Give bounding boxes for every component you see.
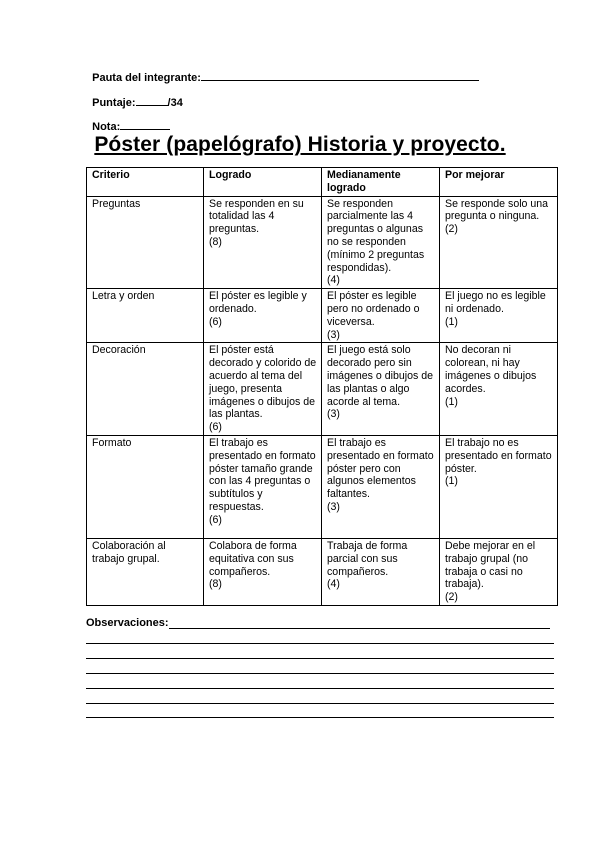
table-row: [87, 435, 558, 538]
observations-line[interactable]: [86, 643, 554, 644]
cell-points: (3): [327, 408, 340, 421]
cell-text: El trabajo no es presentado en formato póster.: [445, 436, 552, 475]
cell-points: (3): [327, 328, 340, 341]
cell-text: El póster es legible pero no ordenado o viceversa.: [327, 290, 420, 328]
cell-points: (3): [327, 500, 340, 513]
cell-points: (4): [327, 578, 340, 591]
observations-line[interactable]: [86, 658, 554, 659]
grade-field: [86, 107, 170, 133]
column-header: Logrado: [204, 168, 322, 197]
score-total: /34: [167, 97, 183, 109]
achieved-cell: [204, 289, 322, 343]
achieved-cell: [204, 343, 322, 436]
criterion-cell: Letra y orden: [87, 289, 204, 343]
table-row: [87, 289, 558, 343]
cell-text: Trabaja de forma parcial con sus compañeros.: [327, 539, 408, 578]
cell-points: (1): [445, 475, 458, 488]
table-header-row: [87, 168, 558, 197]
improve-cell: [440, 196, 558, 289]
cell-points: (8): [209, 578, 222, 591]
member-input-line[interactable]: [201, 70, 479, 81]
cell-points: (2): [445, 591, 458, 604]
column-header: Medianamente logrado: [322, 168, 440, 197]
observations-input-line[interactable]: [169, 628, 550, 629]
cell-text: Se responden en su totalidad las 4 preguntas.: [209, 197, 304, 236]
cell-text: El trabajo es presentado en formato póster tamaño grande con las 4 preguntas o subtítulos y respuestas.: [209, 436, 316, 513]
cell-points: (6): [209, 513, 222, 526]
observations-line[interactable]: [86, 717, 554, 718]
criterion-cell: Decoración: [87, 343, 204, 436]
cell-text: Debe mejorar en el trabajo grupal (no trabaja o casi no trabaja).: [445, 539, 536, 591]
cell-text: Se responden parcialmente las 4 preguntas o algunas no se responden (mínimo 2 preguntas respondidas).: [327, 197, 425, 274]
partial-cell: [322, 196, 440, 289]
cell-text: El póster está decorado y colorido de acuerdo al tema del juego, presenta imágenes o dibujos de las plantas.: [209, 344, 317, 421]
cell-points: (1): [445, 315, 458, 328]
observations-line[interactable]: [86, 688, 554, 689]
cell-text: Se responde solo una pregunta o ninguna.: [445, 197, 549, 223]
partial-cell: [322, 343, 440, 436]
achieved-cell: [204, 196, 322, 289]
rubric-table: [86, 167, 558, 606]
criterion-cell: Preguntas: [87, 196, 204, 289]
score-label: Puntaje:: [92, 97, 136, 109]
cell-text: El juego está solo decorado pero sin imágenes o dibujos de las plantas o algo acorde al tema.: [327, 344, 434, 408]
achieved-cell: [204, 538, 322, 605]
improve-cell: [440, 343, 558, 436]
score-input-line[interactable]: [136, 95, 168, 106]
cell-text: El juego no es legible ni ordenado.: [445, 290, 546, 315]
criterion-cell: Formato: [87, 435, 204, 538]
cell-text: No decoran ni colorean, ni hay imágenes o dibujos acordes.: [445, 344, 537, 395]
member-field: [86, 58, 479, 84]
cell-points: (6): [209, 421, 222, 434]
table-row: [87, 343, 558, 436]
observations-line[interactable]: [86, 703, 554, 704]
partial-cell: [322, 435, 440, 538]
score-field: [86, 83, 183, 109]
improve-cell: [440, 538, 558, 605]
table-row: [87, 196, 558, 289]
table-row: [87, 538, 558, 605]
page-title: Póster (papelógrafo) Historia y proyecto.: [94, 133, 506, 156]
cell-text: El póster es legible y ordenado.: [209, 290, 307, 315]
observations-line[interactable]: [86, 673, 554, 674]
partial-cell: [322, 538, 440, 605]
improve-cell: [440, 435, 558, 538]
cell-points: (4): [327, 274, 340, 287]
cell-points: (1): [445, 395, 458, 408]
improve-cell: [440, 289, 558, 343]
cell-points: (8): [209, 235, 222, 248]
column-header: Criterio: [87, 168, 204, 197]
cell-text: Colabora de forma equitativa con sus compañeros.: [209, 539, 297, 578]
observations-label: Observaciones:: [86, 617, 169, 629]
grade-input-line[interactable]: [120, 119, 170, 130]
member-label: Pauta del integrante:: [92, 72, 201, 84]
column-header: Por mejorar: [440, 168, 558, 197]
grade-label: Nota:: [92, 121, 121, 133]
cell-text: El trabajo es presentado en formato póster pero con algunos elementos faltantes.: [327, 436, 434, 501]
partial-cell: [322, 289, 440, 343]
cell-points: (2): [445, 223, 458, 236]
cell-points: (6): [209, 315, 222, 328]
achieved-cell: [204, 435, 322, 538]
criterion-cell: Colaboración al trabajo grupal.: [87, 538, 204, 605]
